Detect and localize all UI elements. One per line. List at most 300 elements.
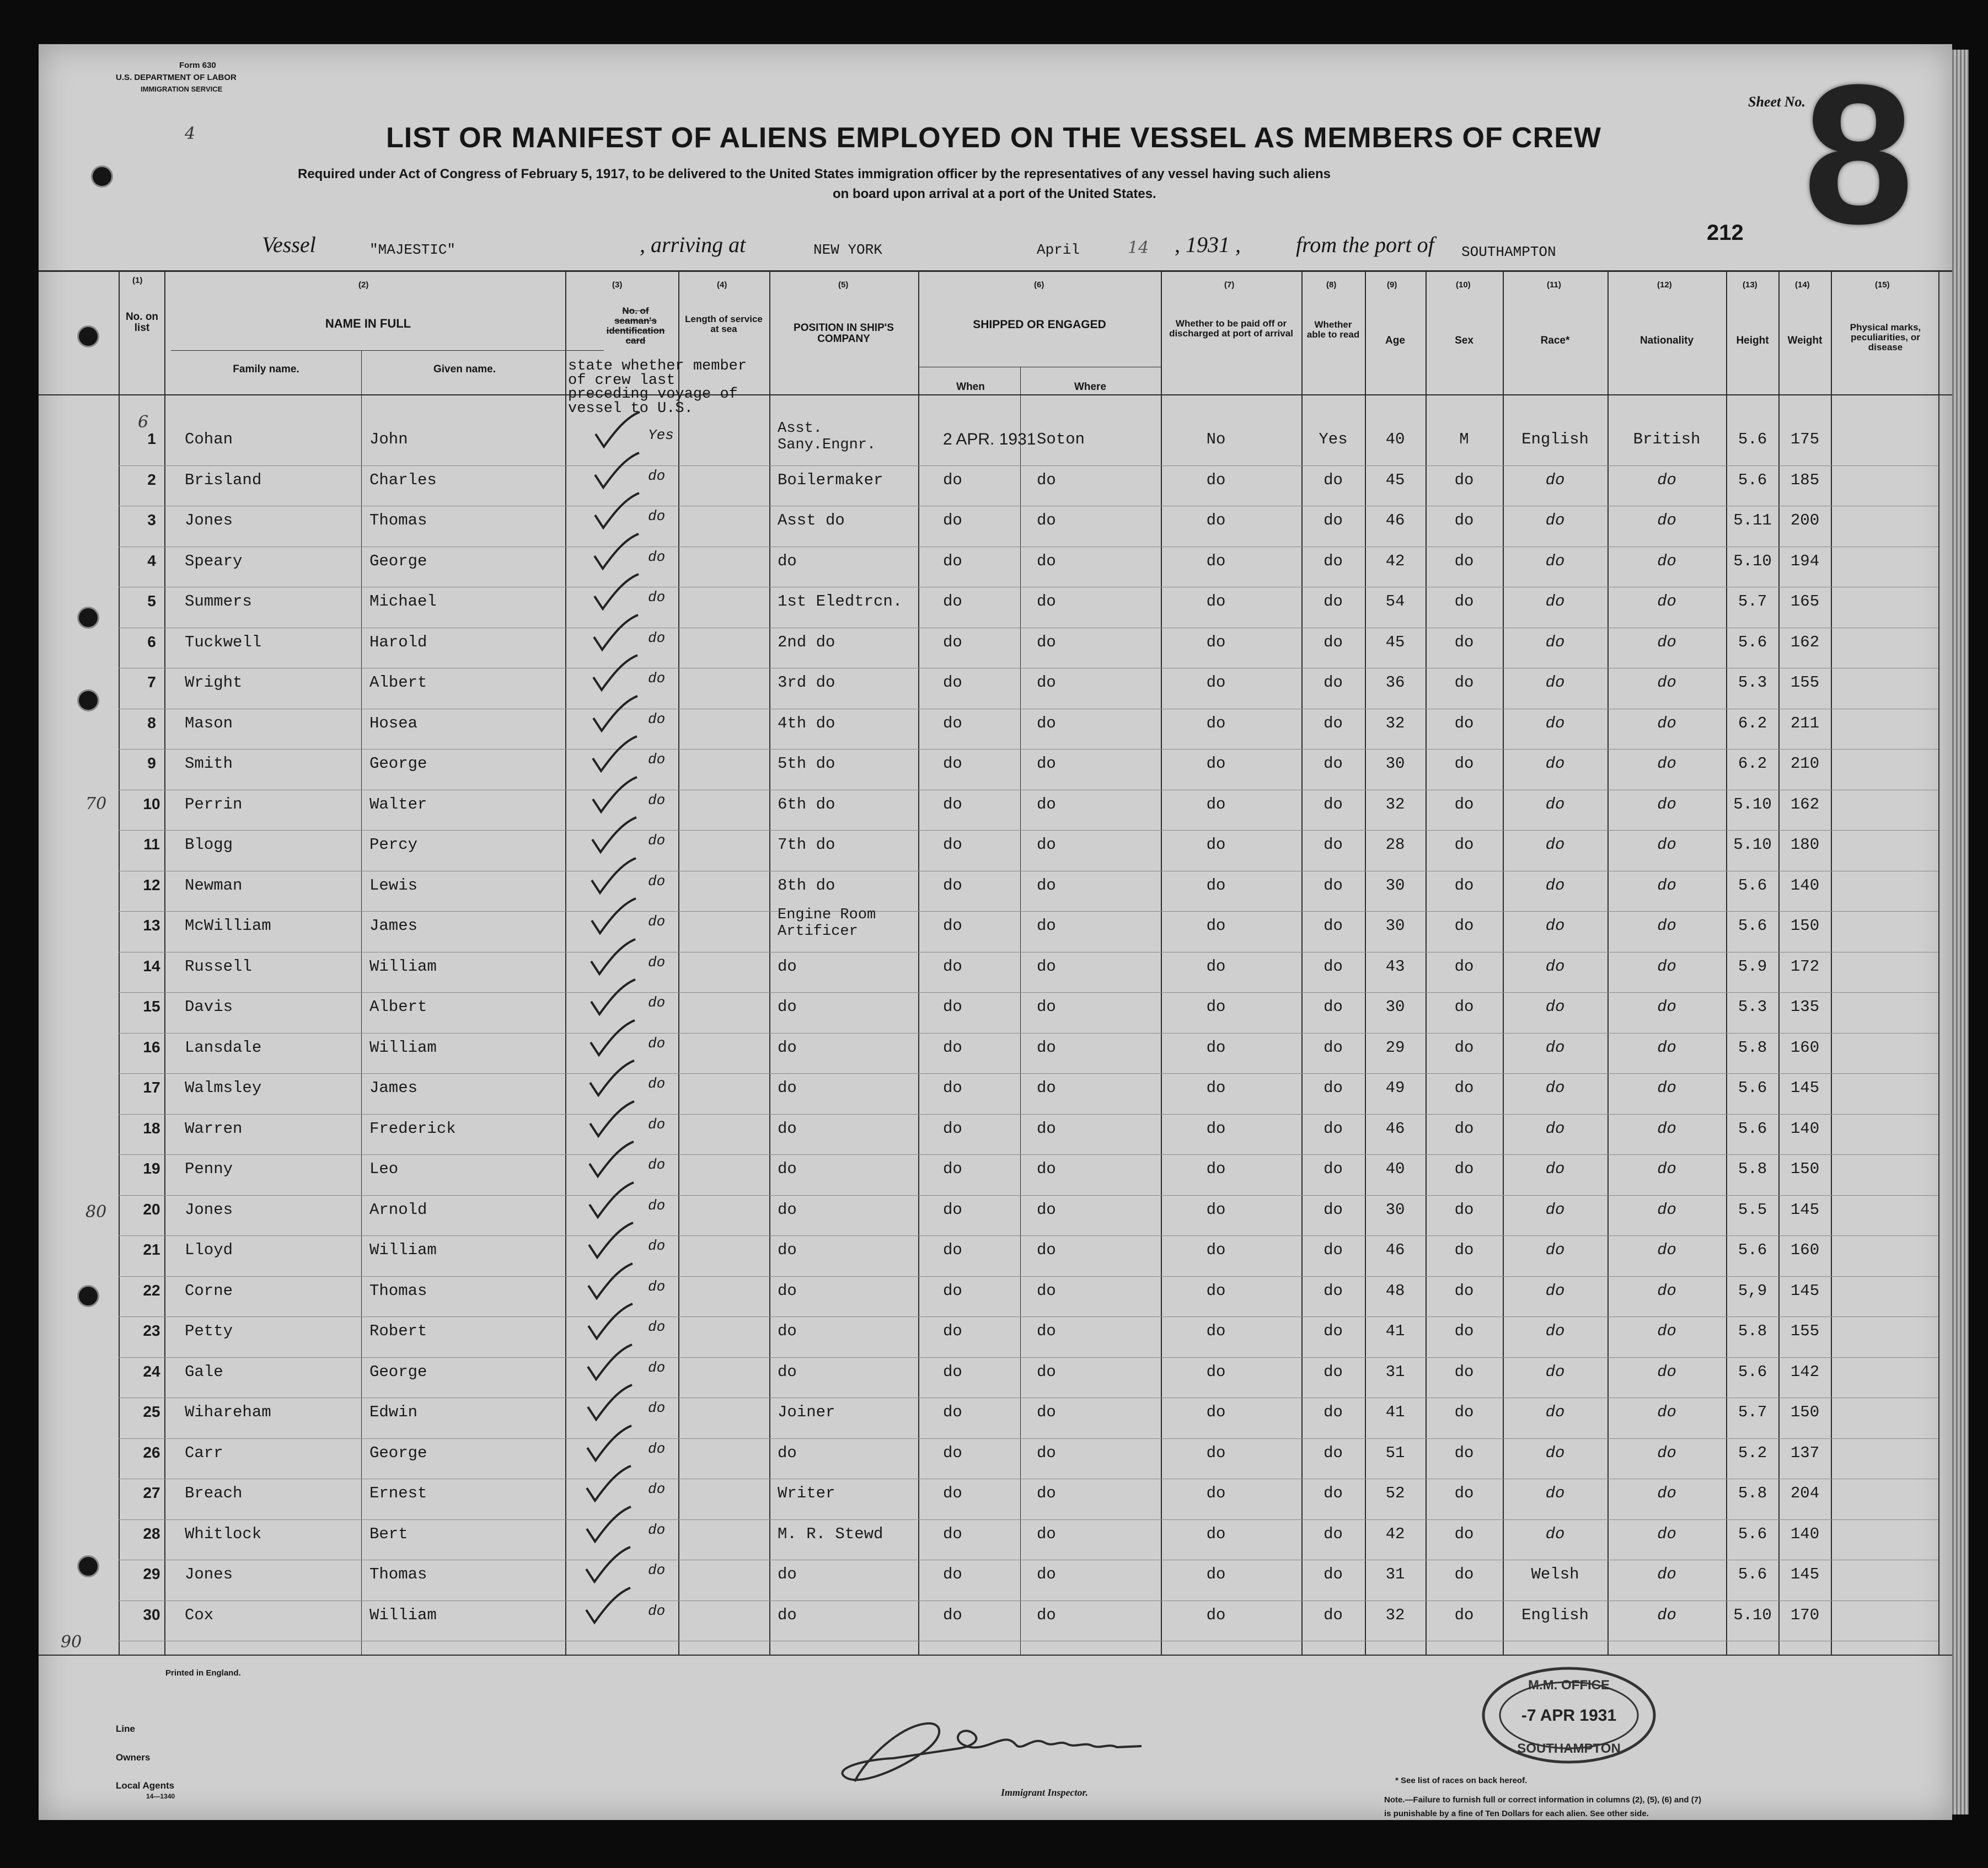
row-number: 4 <box>147 552 156 569</box>
row-rule <box>119 1154 1938 1155</box>
given-name: Albert <box>369 673 427 692</box>
given-name: William <box>369 957 437 976</box>
header-race: Race* <box>1540 335 1570 346</box>
row-number: 21 <box>143 1241 160 1258</box>
age: 36 <box>1385 673 1405 692</box>
race: do <box>1545 1322 1565 1340</box>
col-rule <box>918 270 919 1655</box>
row-rule <box>119 1235 1938 1236</box>
weight: 172 <box>1790 957 1820 976</box>
checkmark-icon <box>590 734 640 778</box>
arrival-year: , 1931 , <box>1175 232 1241 257</box>
paid-off: do <box>1206 1281 1226 1300</box>
col-rule <box>1426 270 1427 1655</box>
paid-off: do <box>1206 836 1226 854</box>
sex: do <box>1454 1200 1474 1219</box>
shipped-where: do <box>1037 552 1056 570</box>
row-number: 8 <box>147 714 156 731</box>
family-name: Perrin <box>185 795 243 813</box>
row-number: 10 <box>143 795 160 812</box>
height: 5.6 <box>1738 917 1767 935</box>
row-rule <box>119 1195 1938 1196</box>
paid-off: do <box>1206 552 1226 570</box>
position-line-2: Sany.Engnr. <box>778 437 876 453</box>
checkmark-icon <box>591 612 641 656</box>
row-rule <box>119 1114 1938 1115</box>
checkmark-icon <box>590 815 639 859</box>
weight: 210 <box>1790 754 1820 773</box>
checkmark-icon <box>586 1301 635 1345</box>
height: 5,9 <box>1738 1281 1767 1300</box>
position: do <box>778 1119 797 1138</box>
row-number: 13 <box>143 917 160 934</box>
sex: do <box>1454 957 1474 976</box>
id-card-entry: do <box>648 1116 666 1133</box>
shipped-where: do <box>1037 1565 1056 1583</box>
header-no-on-list: No. on list <box>125 311 159 334</box>
nationality: do <box>1657 552 1676 570</box>
position: do <box>778 552 797 570</box>
col-rule <box>565 270 566 1655</box>
checkmark-icon <box>587 1180 636 1224</box>
height: 6.2 <box>1738 754 1767 773</box>
given-name: Frederick <box>369 1119 456 1138</box>
height: 5.10 <box>1733 795 1772 813</box>
col-num: (1) <box>132 276 143 285</box>
paid-off: do <box>1206 1200 1226 1219</box>
position: 2nd do <box>778 633 835 651</box>
family-name: Wihareham <box>185 1403 271 1421</box>
weight: 137 <box>1790 1443 1820 1462</box>
height: 5.5 <box>1738 1200 1767 1219</box>
sex: do <box>1454 1524 1474 1543</box>
margin-note: 90 <box>61 1633 82 1652</box>
sex: do <box>1454 673 1474 692</box>
age: 45 <box>1385 470 1405 489</box>
row-number: 22 <box>143 1281 160 1299</box>
family-name: Summers <box>185 592 252 611</box>
age: 46 <box>1385 1119 1405 1138</box>
col-num: (13) <box>1743 280 1757 290</box>
checkmark-icon <box>592 571 641 615</box>
owners-label: Owners <box>116 1752 151 1763</box>
id-card-entry: do <box>648 548 666 565</box>
header-position: POSITION IN SHIP'S COMPANY <box>794 322 894 345</box>
shipped-when: do <box>943 1403 962 1421</box>
age: 28 <box>1385 836 1405 854</box>
family-name: Newman <box>185 876 243 895</box>
id-card-entry: do <box>648 994 666 1011</box>
shipped-where: do <box>1037 957 1056 976</box>
row-rule <box>119 1357 1938 1358</box>
age: 30 <box>1385 876 1405 895</box>
shipped-where: do <box>1037 1524 1056 1543</box>
header-length-service: Length of service at sea <box>685 314 763 334</box>
sex: do <box>1454 1079 1474 1097</box>
id-card-entry: do <box>648 1075 666 1092</box>
header-where: Where <box>1074 381 1107 393</box>
paid-off: do <box>1206 1160 1226 1178</box>
paid-off: do <box>1206 1403 1226 1421</box>
row-number: 27 <box>143 1484 160 1501</box>
able-to-read: do <box>1323 1443 1343 1462</box>
race: do <box>1545 998 1565 1016</box>
position: do <box>778 1443 797 1462</box>
printed-in: Printed in England. <box>165 1668 241 1678</box>
checkmark-icon <box>584 1463 634 1507</box>
row-number: 30 <box>143 1605 160 1623</box>
given-name: Hosea <box>369 714 418 732</box>
shipped-when: do <box>943 1200 962 1219</box>
able-to-read: do <box>1323 1484 1343 1502</box>
age: 52 <box>1385 1484 1405 1502</box>
family-name: Lloyd <box>185 1241 233 1259</box>
row-number: 3 <box>147 511 156 528</box>
given-name: William <box>369 1605 437 1624</box>
race: do <box>1545 1362 1565 1381</box>
row-number: 9 <box>147 754 156 772</box>
sex: do <box>1454 795 1474 813</box>
vessel-label: Vessel <box>262 232 316 257</box>
weight: 175 <box>1790 430 1820 448</box>
header-able-read: Whether able to read <box>1306 319 1360 340</box>
adjacent-page-edge <box>1952 50 1969 1815</box>
able-to-read: do <box>1323 714 1343 732</box>
given-name: James <box>369 1079 418 1097</box>
race: do <box>1545 552 1565 570</box>
race: Welsh <box>1531 1565 1579 1583</box>
table-bottom-rule <box>39 1655 1952 1656</box>
able-to-read: do <box>1323 1160 1343 1178</box>
col-num: (14) <box>1795 280 1810 290</box>
shipped-when: do <box>943 1565 962 1583</box>
race: English <box>1521 1605 1589 1624</box>
height: 5.3 <box>1738 673 1767 692</box>
race: do <box>1545 795 1565 813</box>
line-label: Line <box>116 1724 135 1734</box>
paid-off: do <box>1206 714 1226 732</box>
position: Asst do <box>778 511 845 529</box>
shipped-when: 2 APR. 1931 <box>943 430 1036 448</box>
nationality: do <box>1657 1038 1676 1057</box>
sex: do <box>1454 1160 1474 1178</box>
col-rule <box>119 270 120 1655</box>
row-number: 25 <box>143 1403 160 1420</box>
shipped-when: do <box>943 511 962 529</box>
age: 42 <box>1385 552 1405 570</box>
age: 48 <box>1385 1281 1405 1300</box>
header-name-in-full: NAME IN FULL <box>325 317 411 330</box>
corner-mark: 4 <box>185 124 196 143</box>
binder-hole <box>77 325 99 347</box>
shipped-when: do <box>943 1119 962 1138</box>
id-card-entry: do <box>648 589 666 606</box>
family-name: Russell <box>185 957 252 976</box>
id-card-typed-note: state whether member of crew last preceding voyage of vessel to U.S. <box>568 358 747 417</box>
checkmark-icon <box>588 1018 637 1062</box>
height: 5.10 <box>1733 836 1772 854</box>
position: do <box>778 1160 797 1178</box>
header-given-name: Given name. <box>433 363 496 375</box>
id-card-entry: do <box>648 1562 666 1578</box>
sex: do <box>1454 998 1474 1016</box>
family-name: Blogg <box>185 836 233 854</box>
family-name: Warren <box>185 1119 243 1138</box>
given-name: Albert <box>369 998 427 1016</box>
height: 5.7 <box>1738 592 1767 611</box>
given-name: Robert <box>369 1322 427 1340</box>
weight: 142 <box>1790 1362 1820 1381</box>
header-height: Height <box>1736 335 1769 346</box>
stamp-date: -7 APR 1931 <box>1521 1706 1617 1725</box>
shipped-when: do <box>943 1241 962 1259</box>
sex: do <box>1454 1362 1474 1381</box>
row-number: 23 <box>143 1322 160 1339</box>
age: 40 <box>1385 1160 1405 1178</box>
height: 5.6 <box>1738 1119 1767 1138</box>
margin-note: 70 <box>85 794 107 813</box>
race: do <box>1545 876 1565 895</box>
nationality: do <box>1657 633 1676 651</box>
shipped-where: do <box>1037 1403 1056 1421</box>
row-number: 18 <box>143 1119 160 1137</box>
id-card-entry: do <box>648 913 666 930</box>
sex: do <box>1454 1038 1474 1057</box>
nationality: do <box>1657 673 1676 692</box>
age: 41 <box>1385 1322 1405 1340</box>
header-physical: Physical marks, peculiarities, or disease <box>1850 322 1921 352</box>
age: 30 <box>1385 754 1405 773</box>
weight: 150 <box>1790 1160 1820 1178</box>
col-num: (2) <box>358 280 369 290</box>
given-name: Charles <box>369 470 437 489</box>
able-to-read: do <box>1323 1605 1343 1624</box>
paid-off: do <box>1206 1362 1226 1381</box>
header-bottom-rule <box>39 394 1952 395</box>
position: do <box>778 1362 797 1381</box>
row-rule <box>119 1033 1938 1034</box>
header-when: When <box>956 381 985 393</box>
age: 51 <box>1385 1443 1405 1462</box>
checkmark-icon <box>593 409 642 453</box>
form-number: Form 630 <box>179 61 216 70</box>
able-to-read: do <box>1323 1362 1343 1381</box>
row-number: 11 <box>143 836 160 853</box>
margin-note: 6 <box>138 413 149 432</box>
shipped-when: do <box>943 714 962 732</box>
header-shipped: SHIPPED OR ENGAGED <box>973 318 1106 331</box>
able-to-read: do <box>1323 1119 1343 1138</box>
shipped-where: do <box>1037 836 1056 854</box>
able-to-read: do <box>1323 998 1343 1016</box>
nationality: do <box>1657 1200 1676 1219</box>
header-age: Age <box>1385 335 1405 346</box>
given-name: James <box>369 917 418 935</box>
able-to-read: do <box>1323 1322 1343 1340</box>
col-num: (4) <box>717 280 727 290</box>
checkmark-icon <box>590 774 640 818</box>
shipped-where: do <box>1037 1119 1056 1138</box>
paid-off: do <box>1206 1322 1226 1340</box>
col-rule <box>1301 270 1303 1655</box>
family-name: Carr <box>185 1443 223 1462</box>
checkmark-icon <box>587 1099 637 1143</box>
height: 5.6 <box>1738 430 1767 448</box>
family-name: Davis <box>185 998 233 1016</box>
given-name: Ernest <box>369 1484 427 1502</box>
nationality: do <box>1657 957 1676 976</box>
sheet-label: Sheet No. <box>1748 94 1805 110</box>
given-name: Leo <box>369 1160 399 1178</box>
age: 30 <box>1385 917 1405 935</box>
nationality: do <box>1657 1322 1676 1340</box>
height: 5.8 <box>1738 1484 1767 1502</box>
family-name: Cohan <box>185 430 233 448</box>
row-number: 2 <box>147 470 156 488</box>
row-rule <box>119 1519 1938 1520</box>
checkmark-icon <box>584 1504 634 1548</box>
position: Asst. <box>778 420 823 437</box>
row-number: 28 <box>143 1524 160 1542</box>
id-card-entry: do <box>648 670 666 687</box>
sex: do <box>1454 1281 1474 1300</box>
height: 5.6 <box>1738 1565 1767 1583</box>
able-to-read: do <box>1323 1403 1343 1421</box>
shipped-where: do <box>1037 470 1056 489</box>
family-name: Jones <box>185 1200 233 1219</box>
age: 49 <box>1385 1079 1405 1097</box>
nationality: do <box>1657 1443 1676 1462</box>
height: 5.3 <box>1738 998 1767 1016</box>
able-to-read: do <box>1323 673 1343 692</box>
paid-off: do <box>1206 673 1226 692</box>
row-number: 17 <box>143 1079 160 1096</box>
checkmark-icon <box>589 855 639 900</box>
able-to-read: do <box>1323 511 1343 529</box>
height: 5.10 <box>1733 1605 1772 1624</box>
weight: 170 <box>1790 1605 1820 1624</box>
weight: 135 <box>1790 998 1820 1016</box>
nationality: do <box>1657 998 1676 1016</box>
row-number: 12 <box>143 876 160 893</box>
arriving-label: , arriving at <box>640 232 746 257</box>
shipped-where: do <box>1037 511 1056 529</box>
race: do <box>1545 1281 1565 1300</box>
weight: 150 <box>1790 1403 1820 1421</box>
position: do <box>778 1200 797 1219</box>
weight: 140 <box>1790 1119 1820 1138</box>
nationality: do <box>1657 511 1676 529</box>
height: 6.2 <box>1738 714 1767 732</box>
checkmark-icon <box>587 1058 637 1102</box>
local-agents-label: Local Agents <box>116 1780 175 1791</box>
checkmark-icon <box>588 977 638 1021</box>
height: 5.10 <box>1733 552 1772 570</box>
weight: 140 <box>1790 876 1820 895</box>
row-rule <box>119 749 1938 750</box>
inspector-signature <box>833 1693 1208 1798</box>
family-name: Tuckwell <box>185 633 262 651</box>
able-to-read: do <box>1323 1281 1343 1300</box>
able-to-read: do <box>1323 552 1343 570</box>
paid-off: do <box>1206 511 1226 529</box>
nationality: British <box>1633 430 1701 448</box>
shipped-where: do <box>1037 633 1056 651</box>
header-nationality: Nationality <box>1639 335 1694 346</box>
shipped-when: do <box>943 1605 962 1624</box>
from-label: from the port of <box>1296 232 1434 257</box>
able-to-read: do <box>1323 633 1343 651</box>
position: do <box>778 1079 797 1097</box>
sex: do <box>1454 1443 1474 1462</box>
able-to-read: do <box>1323 957 1343 976</box>
header-family-name: Family name. <box>233 363 299 375</box>
arrival-port: NEW YORK <box>813 242 882 258</box>
sex: do <box>1454 1605 1474 1624</box>
given-name: Thomas <box>369 1281 427 1300</box>
paid-off: do <box>1206 1524 1226 1543</box>
family-name: Jones <box>185 511 233 529</box>
nationality: do <box>1657 1403 1676 1421</box>
paid-off: do <box>1206 1038 1226 1057</box>
height: 5.6 <box>1738 1362 1767 1381</box>
checkmark-icon <box>585 1382 635 1426</box>
sheet-number: 8 <box>1803 44 1914 265</box>
row-number: 16 <box>143 1038 160 1056</box>
able-to-read: do <box>1323 836 1343 854</box>
binder-hole <box>77 1555 99 1577</box>
race: do <box>1545 917 1565 935</box>
col-rule <box>1365 270 1366 1655</box>
race: do <box>1545 1200 1565 1219</box>
race: do <box>1545 957 1565 976</box>
shipped-where: do <box>1037 754 1056 773</box>
height: 5.6 <box>1738 1524 1767 1543</box>
id-card-entry: do <box>648 832 666 849</box>
checkmark-icon <box>592 450 642 494</box>
shipped-when: do <box>943 1079 962 1097</box>
paid-off: do <box>1206 795 1226 813</box>
able-to-read: do <box>1323 1038 1343 1057</box>
weight: 160 <box>1790 1038 1820 1057</box>
weight: 145 <box>1790 1565 1820 1583</box>
position: 5th do <box>778 754 835 773</box>
position: Joiner <box>778 1403 835 1421</box>
shipped-when: do <box>943 1038 962 1057</box>
row-number: 6 <box>147 633 156 650</box>
paid-off: do <box>1206 1443 1226 1462</box>
weight: 162 <box>1790 633 1820 651</box>
given-name: John <box>369 430 408 448</box>
race: do <box>1545 1038 1565 1057</box>
position: Boilermaker <box>778 470 883 489</box>
position: 6th do <box>778 795 835 813</box>
family-name: Corne <box>185 1281 233 1300</box>
family-name: Speary <box>185 552 243 570</box>
position: 1st Eledtrcn. <box>778 592 903 611</box>
shipped-when: do <box>943 470 962 489</box>
paid-off: do <box>1206 876 1226 895</box>
race: do <box>1545 1119 1565 1138</box>
position: do <box>778 1565 797 1583</box>
race: do <box>1545 470 1565 489</box>
paid-off: do <box>1206 1605 1226 1624</box>
col-rule <box>1503 270 1504 1655</box>
age: 42 <box>1385 1524 1405 1543</box>
shipped-when: do <box>943 836 962 854</box>
height: 5.8 <box>1738 1322 1767 1340</box>
weight: 185 <box>1790 470 1820 489</box>
